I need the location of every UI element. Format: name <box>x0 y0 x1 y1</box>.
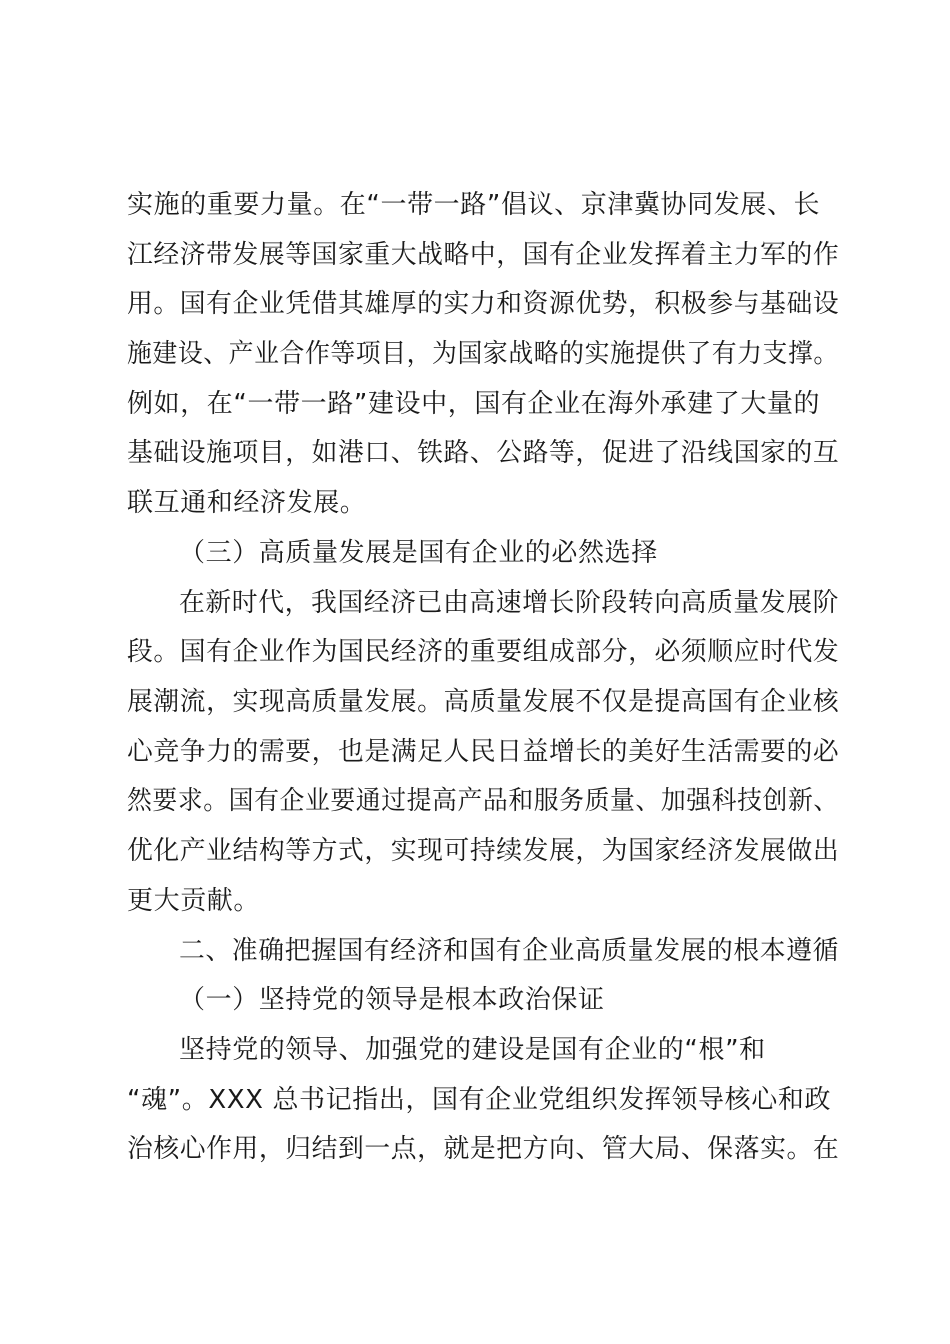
text-line: 用。国有企业凭借其雄厚的实力和资源优势，积极参与基础设 <box>127 289 840 319</box>
text-line: 优化产业结构等方式，实现可持续发展，为国家经济发展做出 <box>127 836 840 866</box>
text-line: 实施的重要力量。在“一带一路”倡议、京津冀协同发展、长 <box>127 190 821 220</box>
section-heading: 二、准确把握国有经济和国有企业高质量发展的根本遵循 <box>179 936 840 966</box>
text-line: 段。国有企业作为国民经济的重要组成部分，必须顺应时代发 <box>127 637 840 667</box>
text-line: 江经济带发展等国家重大战略中，国有企业发挥着主力军的作 <box>127 240 840 270</box>
text-line: 联互通和经济发展。 <box>127 488 367 518</box>
text-line: 施建设、产业合作等项目，为国家战略的实施提供了有力支撑。 <box>127 339 839 369</box>
text-line: 坚持党的领导、加强党的建设是国有企业的“根”和 <box>179 1035 766 1065</box>
text-line: 基础设施项目，如港口、铁路、公路等，促进了沿线国家的互 <box>127 438 840 468</box>
text-line: 然要求。国有企业要通过提高产品和服务质量、加强科技创新、 <box>127 786 839 816</box>
text-line: 例如，在“一带一路”建设中，国有企业在海外承建了大量的 <box>127 389 821 419</box>
text-line: 心竞争力的需要，也是满足人民日益增长的美好生活需要的必 <box>127 737 840 767</box>
subheading: （三）高质量发展是国有企业的必然选择 <box>179 538 658 568</box>
text-line: “魂”。XXX 总书记指出，国有企业党组织发挥领导核心和政 <box>127 1085 832 1115</box>
text-line: 展潮流，实现高质量发展。高质量发展不仅是提高国有企业核 <box>127 687 840 717</box>
text-line: 治核心作用，归结到一点，就是把方向、管大局、保落实。在 <box>127 1134 840 1164</box>
text-line: 更大贡献。 <box>127 886 261 916</box>
text-line: 在新时代，我国经济已由高速增长阶段转向高质量发展阶 <box>179 588 840 618</box>
subheading: （一）坚持党的领导是根本政治保证 <box>179 985 605 1015</box>
